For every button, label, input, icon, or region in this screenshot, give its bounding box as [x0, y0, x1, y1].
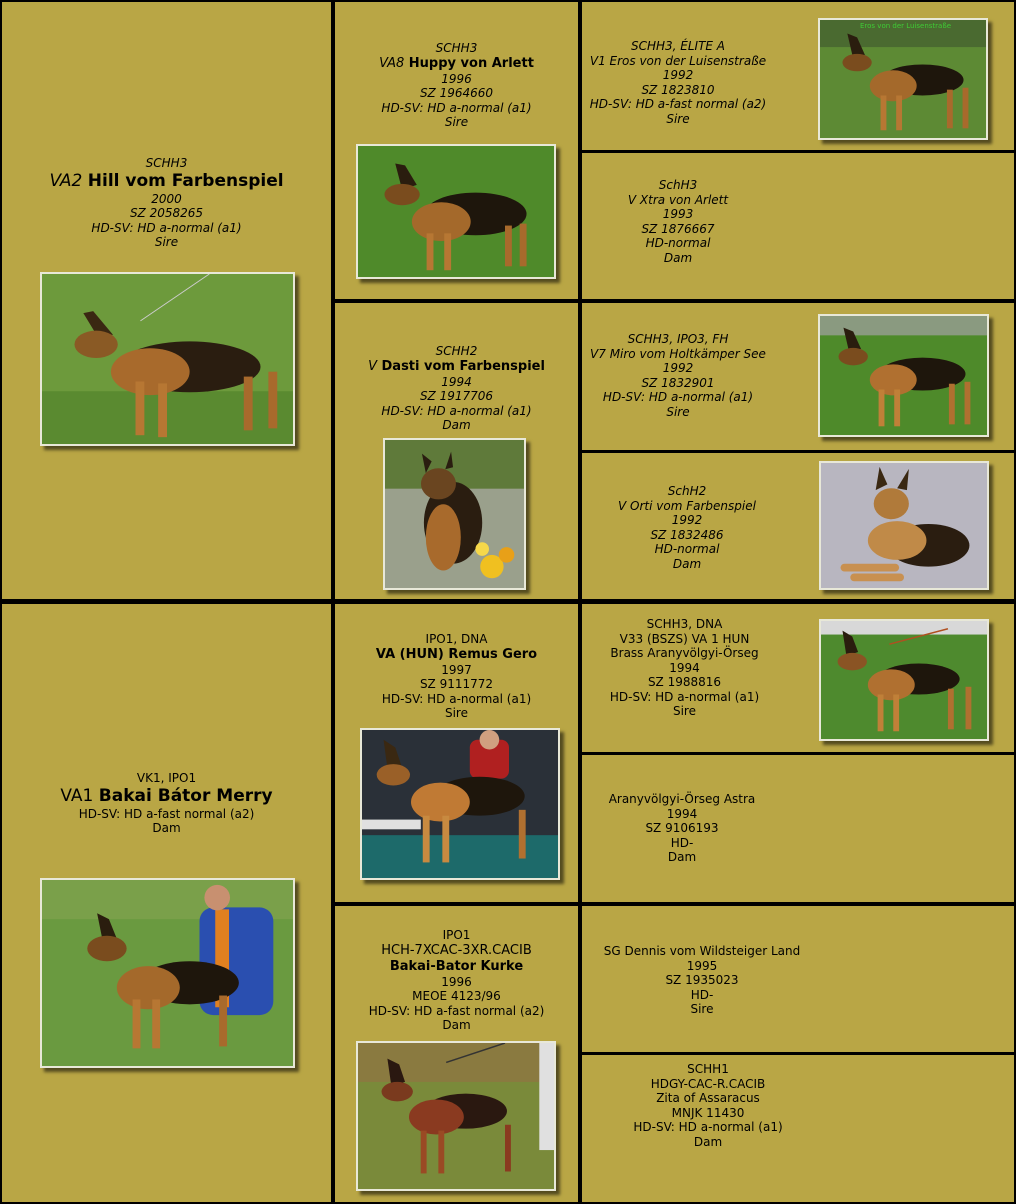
subject-dam-hd: HD-SV: HD a-fast normal (a2) [78, 806, 255, 821]
grandsire2-year: 1992 [662, 361, 694, 375]
subject-dam-title: VK1, IPO1 [136, 771, 197, 785]
dam-reg: SZ 1917706 [419, 389, 494, 403]
dam-role: Dam [442, 1018, 471, 1032]
subject-sire-name: VA2 Hill vom Farbenspiel [49, 170, 284, 191]
subject-sire-cell [2, 2, 331, 599]
granddam2-title: SchH2 [667, 484, 707, 498]
sire-name: VA8 Huppy von Arlett [379, 55, 534, 71]
dog-photo [40, 272, 295, 446]
granddam1-hd: HD- [670, 835, 694, 850]
grandsire2-cell [582, 303, 1014, 450]
granddam1-cell [582, 153, 1014, 299]
grandsire2-year: 1995 [686, 958, 718, 973]
dam-year: 1996 [441, 974, 472, 989]
dam-title: SCHH2 [435, 344, 478, 358]
granddam1-name: Aranyvölgyi-Örseg Astra [608, 792, 756, 806]
dam-reg: MEOE 4123/96 [412, 989, 501, 1003]
sire-reg: SZ 9111772 [419, 677, 494, 691]
dog-photo [819, 619, 989, 741]
grandsire2-reg: SZ 1935023 [665, 973, 739, 987]
granddam2-hd: HD-normal [654, 542, 720, 556]
dam-name: Bakai-Bator Kurke [389, 958, 524, 974]
sire-title: IPO1, DNA [425, 632, 488, 646]
dam-cell [335, 906, 578, 1202]
grandsire2-reg: SZ 1832901 [641, 375, 715, 390]
dog-photo [360, 728, 560, 880]
dog-photo [819, 461, 989, 590]
granddam1-role: Dam [663, 250, 693, 265]
grandsire1-line2: V33 (BSZS) VA 1 HUN [619, 631, 750, 646]
grandsire2-cell [582, 906, 1014, 1052]
grandsire1-year: 1994 [669, 660, 700, 675]
dog-photo [356, 144, 556, 279]
grandsire1-reg: SZ 1823810 [641, 82, 715, 97]
subject-dam-name: VA1 Bakai Bátor Merry [60, 785, 273, 806]
subject-sire-hd: HD-SV: HD a-normal (a1) [91, 220, 242, 235]
dam-name: V Dasti vom Farbenspiel [368, 358, 545, 374]
grandsire2-name: SG Dennis vom Wildsteiger Land [603, 944, 801, 958]
grandsire2-name: V7 Miro vom Holtkämper See [590, 346, 766, 361]
sire-hd: HD-SV: HD a-normal (a1) [381, 100, 532, 115]
sire-hd: HD-SV: HD a-normal (a1) [381, 691, 532, 706]
grandsire1-title: SCHH3, ÉLITE A [630, 39, 726, 53]
grandsire1-cell [582, 604, 1014, 752]
granddam2-reg: MNJK 11430 [671, 1105, 745, 1120]
sire-year: 1996 [441, 71, 472, 86]
sire-name: VA (HUN) Remus Gero [375, 646, 538, 662]
grandsire2-hd: HD- [690, 987, 714, 1002]
grandsire2-hd: HD-SV: HD a-normal (a1) [602, 390, 754, 404]
dog-photo [818, 18, 988, 140]
grandsire1-role: Sire [672, 704, 696, 718]
dam-title2: HCH-7XCAC-3XR.CACIB [381, 942, 532, 958]
dam-year: 1994 [441, 374, 472, 389]
dam-role: Dam [442, 418, 471, 432]
grandsire1-name: V1 Eros von der Luisenstraße [589, 53, 767, 68]
grandsire1-name: Brass Aranyvölgyi-Örseg [610, 646, 759, 660]
subject-dam-role: Dam [152, 821, 181, 835]
dog-photo [356, 1041, 556, 1191]
granddam2-name: V Orti vom Farbenspiel [618, 498, 756, 513]
dam-cell [335, 303, 578, 599]
grandsire2-role: Sire [690, 1002, 714, 1016]
grandsire1-cell [582, 2, 1014, 150]
dam-title: IPO1 [442, 928, 471, 942]
grandsire1-year: 1992 [662, 68, 694, 82]
sire-role: Sire [444, 706, 468, 720]
granddam2-cell [582, 453, 1014, 599]
granddam1-title: SchH3 [658, 178, 698, 192]
photo-caption: Eros von der Luisenstraße [860, 22, 952, 30]
grandsire2-role: Sire [666, 404, 690, 419]
granddam1-reg: SZ 9106193 [645, 821, 719, 835]
sire-cell [335, 604, 578, 902]
granddam2-cell [582, 1055, 1014, 1202]
sire-role: Sire [444, 115, 469, 129]
granddam2-name: Zita of Assaracus [656, 1091, 760, 1105]
granddam1-year: 1994 [666, 806, 698, 821]
granddam2-role: Dam [672, 556, 702, 571]
sire-cell [335, 2, 578, 299]
granddam1-role: Dam [667, 850, 697, 864]
granddam2-hd: HD-SV: HD a-normal (a1) [633, 1120, 783, 1134]
subject-sire-year: 2000 [151, 191, 182, 206]
granddam1-reg: SZ 1876667 [641, 221, 715, 236]
sire-year: 1997 [441, 662, 472, 677]
subject-sire-title: SCHH3 [145, 156, 188, 170]
grandsire2-title: SCHH3, IPO3, FH [627, 332, 729, 346]
dog-photo [40, 878, 295, 1068]
dam-hd: HD-SV: HD a-fast normal (a2) [368, 1003, 545, 1018]
grandsire1-title: SCHH3, DNA [646, 617, 723, 631]
subject-dam-cell [2, 604, 331, 1202]
dam-hd: HD-SV: HD a-normal (a1) [381, 403, 532, 418]
granddam1-name: V Xtra von Arlett [627, 192, 729, 207]
dog-photo [383, 438, 526, 590]
granddam2-title2: HDGY-CAC-R.CACIB [650, 1076, 766, 1091]
dog-photo [818, 314, 989, 437]
grandsire1-role: Sire [666, 111, 690, 126]
granddam1-hd: HD-normal [645, 236, 711, 250]
sire-title: SCHH3 [435, 41, 478, 55]
granddam2-year: 1992 [671, 513, 703, 527]
granddam2-reg: SZ 1832486 [650, 527, 724, 542]
granddam1-year: 1993 [662, 207, 694, 221]
granddam1-cell [582, 755, 1014, 902]
granddam2-title: SCHH1 [687, 1062, 729, 1076]
sire-reg: SZ 1964660 [419, 86, 494, 100]
subject-sire-reg: SZ 2058265 [129, 206, 204, 220]
grandsire1-hd: HD-SV: HD a-normal (a1) [609, 689, 760, 704]
grandsire1-hd: HD-SV: HD a-fast normal (a2) [589, 97, 767, 111]
subject-sire-role: Sire [154, 235, 179, 249]
grandsire1-reg: SZ 1988816 [647, 675, 722, 689]
granddam2-role: Dam [693, 1134, 723, 1149]
